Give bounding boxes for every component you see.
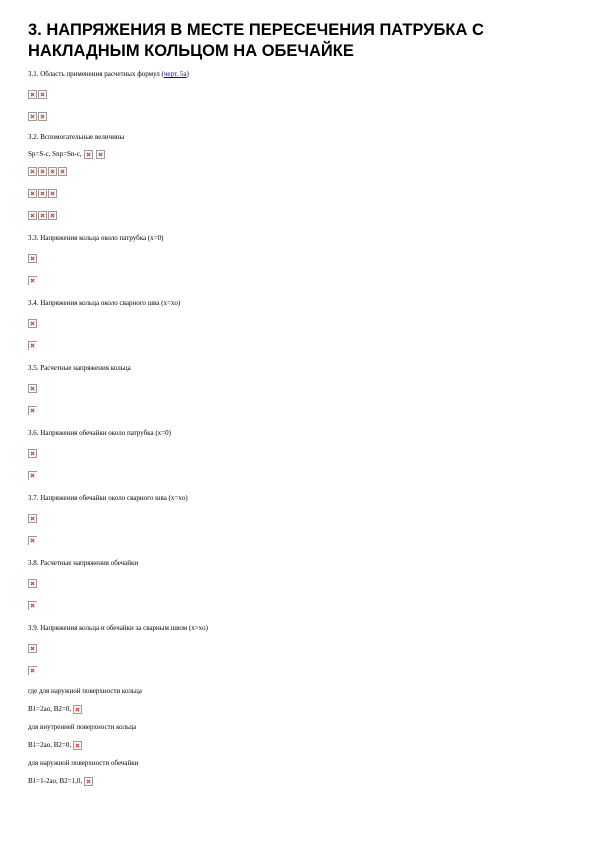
- broken-image-icon: [38, 90, 47, 99]
- page-title: [28, 20, 568, 62]
- b-inner-ring-line: [28, 741, 568, 750]
- outer-ring-note: где для наружной поверхности кольца: [28, 687, 142, 695]
- formula-row: [28, 276, 568, 287]
- broken-image-icon: [84, 150, 93, 159]
- broken-image-icon: [28, 189, 37, 198]
- inner-ring-note: для внутренней поверхности кольца: [28, 723, 137, 731]
- formula-row: [28, 666, 568, 677]
- section-3-1: [28, 70, 568, 79]
- section-3-4: 3.4. Напряжения кольца около сварного шва (x=xo): [28, 299, 181, 307]
- formula-row: [28, 514, 568, 525]
- formula-row: [28, 319, 568, 330]
- section-3-3: 3.3. Напряжения кольца около патрубка (x=0): [28, 234, 164, 242]
- formula-row: [28, 579, 568, 590]
- broken-image-icon: [28, 341, 37, 350]
- b-outer-shell-line: [28, 777, 568, 786]
- broken-image-icon: [28, 319, 37, 328]
- broken-image-icon: [28, 666, 37, 675]
- broken-image-icon: [28, 601, 37, 610]
- formula-row: [28, 384, 568, 395]
- formula-row: [28, 406, 568, 417]
- formula-row: [28, 167, 568, 178]
- broken-image-icon: [28, 579, 37, 588]
- title-line-2: НАКЛАДНЫМ КОЛЬЦОМ НА ОБЕЧАЙКЕ: [28, 42, 354, 60]
- broken-image-icon: [28, 536, 37, 545]
- formula-row: [28, 211, 568, 222]
- broken-image-icon: [28, 112, 37, 121]
- broken-image-icon: [28, 406, 37, 415]
- broken-image-icon: [58, 167, 67, 176]
- formula-row: [28, 254, 568, 265]
- formula-row: [28, 601, 568, 612]
- section-3-1-close: ): [186, 70, 189, 78]
- broken-image-icon: [73, 705, 82, 714]
- formula-row: [28, 112, 568, 123]
- title-line-1: 3. НАПРЯЖЕНИЯ В МЕСТЕ ПЕРЕСЕЧЕНИЯ ПАТРУБКА С: [28, 21, 484, 39]
- b-outer-ring-text: B1=2ao, B2=0,: [28, 705, 72, 713]
- broken-image-icon: [38, 167, 47, 176]
- broken-image-icon: [38, 189, 47, 198]
- broken-image-icon: [28, 384, 37, 393]
- broken-image-icon: [38, 211, 47, 220]
- broken-image-icon: [28, 254, 37, 263]
- section-3-1-text: 3.1. Область применения расчетных формул (: [28, 70, 164, 78]
- formula-row: [28, 536, 568, 547]
- section-3-6: 3.6. Напряжения обечайки около патрубка (x=0): [28, 429, 171, 437]
- section-3-2: 3.2. Вспомогательные величины: [28, 133, 125, 141]
- broken-image-icon: [28, 276, 37, 285]
- b-inner-ring-text: B1=2ao, B2=0,: [28, 741, 72, 749]
- broken-image-icon: [28, 644, 37, 653]
- section-3-8: 3.8. Расчетные напряжения обечайки: [28, 559, 139, 567]
- broken-image-icon: [73, 741, 82, 750]
- broken-image-icon: [28, 449, 37, 458]
- sp-formula-line: [28, 150, 568, 159]
- formula-row: [28, 449, 568, 460]
- sp-formula-text: Sp=S-c, Snp=Sn-c,: [28, 150, 82, 158]
- broken-image-icon: [28, 211, 37, 220]
- broken-image-icon: [28, 514, 37, 523]
- broken-image-icon: [96, 150, 105, 159]
- formula-row: [28, 189, 568, 200]
- b-outer-ring-line: [28, 705, 568, 714]
- broken-image-icon: [28, 90, 37, 99]
- b-outer-shell-text: B1=1-2ao, B2=1,0,: [28, 777, 83, 785]
- formula-row: [28, 471, 568, 482]
- document-page: [28, 20, 568, 786]
- broken-image-icon: [48, 167, 57, 176]
- section-3-7: 3.7. Напряжения обечайки около сварного шва (x=xo): [28, 494, 188, 502]
- broken-image-icon: [48, 189, 57, 198]
- broken-image-icon: [28, 471, 37, 480]
- drawing-link[interactable]: черт. 5а: [163, 70, 187, 78]
- broken-image-icon: [28, 167, 37, 176]
- broken-image-icon: [38, 112, 47, 121]
- outer-shell-note: для наружной поверхности обечайки: [28, 759, 139, 767]
- section-3-9: 3.9. Напряжения кольца и обечайки за сварным швом (x>xo): [28, 624, 208, 632]
- formula-row: [28, 341, 568, 352]
- formula-row: [28, 644, 568, 655]
- formula-row: [28, 90, 568, 101]
- broken-image-icon: [84, 777, 93, 786]
- broken-image-icon: [48, 211, 57, 220]
- section-3-5: 3.5. Расчетные напряжения кольца: [28, 364, 131, 372]
